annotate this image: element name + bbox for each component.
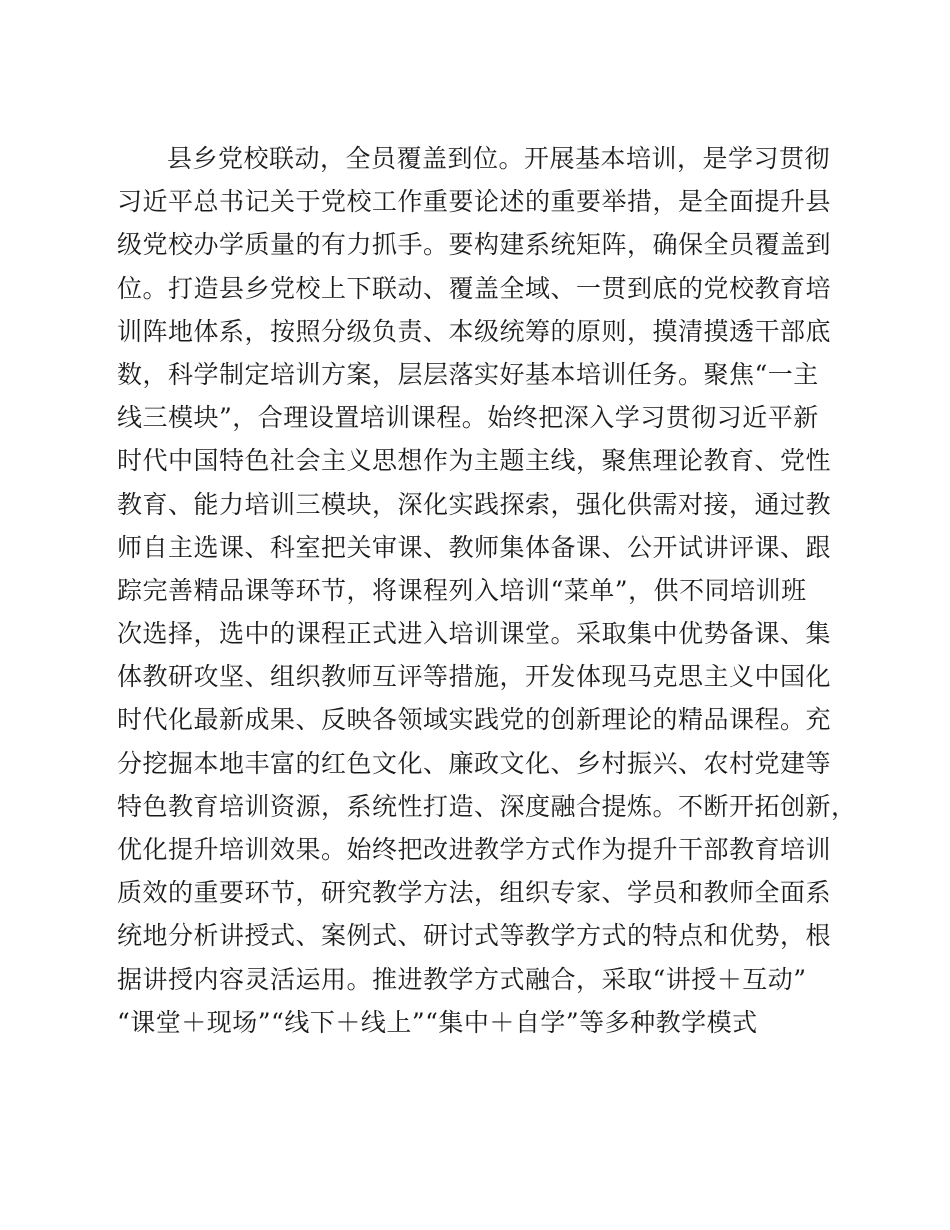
- text-line: 特色教育培训资源，系统性打造、深度融合提炼。不断开拓创新，: [117, 791, 857, 821]
- text-line: 习近平总书记关于党校工作重要论述的重要举措，是全面提升县: [117, 187, 832, 217]
- text-line: 县乡党校联动，全员覆盖到位。开展基本培训，是学习贯彻: [167, 144, 831, 173]
- text-line: 教育、能力培训三模块，深化实践探索，强化供需对接，通过教: [117, 489, 832, 519]
- text-line: 训阵地体系，按照分级负责、本级统筹的原则，摸清摸透干部底: [117, 316, 832, 346]
- text-line: 数，科学制定培训方案，层层落实好基本培训任务。聚焦“一主: [117, 359, 819, 389]
- text-line: 位。打造县乡党校上下联动、覆盖全域、一贯到底的党校教育培: [117, 273, 832, 303]
- text-line: 次选择，选中的课程正式进入培训课堂。采取集中优势备课、集: [117, 619, 832, 649]
- text-line: 时代中国特色社会主义思想作为主题主线，聚焦理论教育、党性: [117, 446, 832, 476]
- text-line: 质效的重要环节，研究教学方法，组织专家、学员和教师全面系: [117, 878, 832, 908]
- text-line: 线三模块”，合理设置培训课程。始终把深入学习贯彻习近平新: [117, 403, 819, 433]
- text-line: 分挖掘本地丰富的红色文化、廉政文化、乡村振兴、农村党建等: [117, 748, 832, 778]
- text-line: 师自主选课、科室把关审课、教师集体备课、公开试讲评课、跟: [117, 532, 832, 562]
- body-paragraph: [117, 137, 857, 1044]
- text-line: 优化提升培训效果。始终把改进教学方式作为提升干部教育培训: [117, 835, 832, 864]
- text-line: 时代化最新成果、反映各领域实践党的创新理论的精品课程。充: [117, 705, 832, 735]
- text-line: 级党校办学质量的有力抓手。要构建系统矩阵，确保全员覆盖到: [117, 230, 832, 260]
- text-line: 体教研攻坚、组织教师互评等措施，开发体现马克思主义中国化: [117, 662, 832, 692]
- text-line: 统地分析讲授式、案例式、研讨式等教学方式的特点和优势，根: [117, 921, 832, 951]
- text-line: 据讲授内容灵活运用。推进教学方式融合，采取“讲授＋互动”: [117, 964, 807, 994]
- text-line: 踪完善精品课等环节，将课程列入培训“菜单”，供不同培训班: [117, 575, 807, 605]
- text-line: “课堂＋现场”“线下＋线上”“集中＋自学”等多种教学模式: [117, 1007, 758, 1037]
